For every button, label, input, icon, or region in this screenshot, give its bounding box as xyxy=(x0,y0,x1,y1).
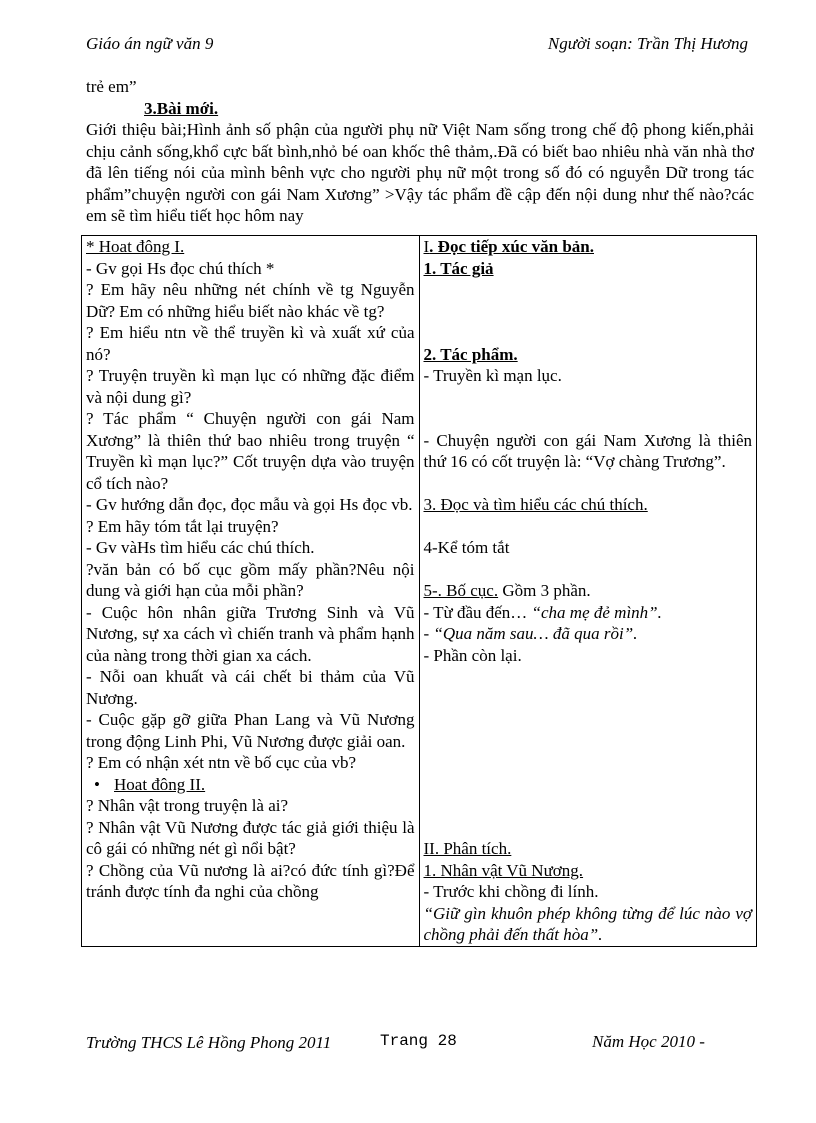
left-line: - Gv hướng dẫn đọc, đọc mẫu và gọi Hs đọc vb. xyxy=(86,495,413,514)
left-line: - Gv gọi Hs đọc chú thích * xyxy=(86,258,275,278)
footer-school: Trường THCS Lê Hồng Phong 2011 xyxy=(86,1033,332,1052)
left-line: ? Em hãy tóm tắt lại truyện? xyxy=(86,516,279,536)
intro-carry: trẻ em” xyxy=(86,77,137,96)
structure-part-1: - Từ đầu đến… “cha mẹ đẻ mình”. xyxy=(423,602,662,622)
subsection-structure: 5-. Bố cục. Gồm 3 phần. xyxy=(423,581,591,600)
intro-section xyxy=(86,76,754,227)
left-line: ? Chồng của Vũ nương là ai?có đức tính gì?Để tránh được tính đa nghi của chồng xyxy=(86,860,415,901)
right-line: - Truyền kì mạn lục. xyxy=(423,366,562,385)
structure-part-3: - Phần còn lại. xyxy=(423,645,522,665)
section-2-heading: II. Phân tích. xyxy=(423,839,512,858)
right-line: - Trước khi chồng đi lính. xyxy=(423,882,599,901)
content-column xyxy=(419,236,757,947)
subsection-summary: 4-Kể tóm tắt xyxy=(423,538,510,557)
subsection-character: 1. Nhân vật Vũ Nương. xyxy=(423,860,584,880)
section-1-heading: I. Đọc tiếp xúc văn bản. xyxy=(423,237,594,256)
left-line: - Nỗi oan khuất và cái chết bi thảm của Vũ Nương. xyxy=(86,667,415,708)
subsection-work: 2. Tác phẩm. xyxy=(423,344,518,364)
footer-page-number: Trang 28 xyxy=(380,1032,457,1050)
footer-school-year: Năm Học 2010 - xyxy=(592,1032,705,1051)
lesson-table xyxy=(81,235,757,947)
left-line: ?văn bản có bố cục gồm mấy phần?Nêu nội dung và giới hạn của mỗi phần? xyxy=(86,559,415,600)
header-right: Người soạn: Trần Thị Hương xyxy=(547,34,748,53)
quote-line: “Giữ gìn khuôn phép không từng để lúc nào vợ chồng phải đến thất hòa”. xyxy=(423,903,752,944)
activity-2-heading: • Hoat đông II. xyxy=(86,774,415,796)
lesson-heading: 3.Bài mới. xyxy=(144,98,219,118)
header-left: Giáo án ngữ văn 9 xyxy=(86,34,214,53)
left-line: - Cuộc hôn nhân giữa Trương Sinh và Vũ Nương, sự xa cách vì chiến tranh và phẩm hạnh của nàng trong thời gian xa cách. xyxy=(86,602,415,665)
left-line: ? Em hiểu ntn về thể truyền kì và xuất xứ của nó? xyxy=(86,323,415,364)
left-line: - Gv vàHs tìm hiểu các chú thích. xyxy=(86,538,315,557)
left-line: ? Em có nhận xét ntn về bố cục của vb? xyxy=(86,753,357,772)
left-line: ? Tác phẩm “ Chuyện người con gái Nam Xương” là thiên thứ bao nhiêu trong truyện “ Truyền kì mạn lục?” Cốt truyện dựa vào truyện cổ tích nào? xyxy=(86,409,415,493)
left-line: ? Nhân vật trong truyện là ai? xyxy=(86,796,289,815)
left-line: ? Nhân vật Vũ Nương được tác giả giới thiệu là cô gái có những nét gì nổi bật? xyxy=(86,817,415,858)
intro-paragraph: Giới thiệu bài;Hình ảnh số phận của người phụ nữ Việt Nam sống trong chế độ phong kiến,phải chịu cảnh sống,khổ cực bất bình,nhỏ bé oan khốc thê thảm,.Đã có biết bao nhiêu nhà văn nhà thơ đã lên tiếng nói của mình bênh vực cho người phụ nữ một trong số đó có nguyễn Dữ trong tác phẩm”chuyện người con gái Nam Xương” >Vậy tác phẩm đề cập đến nội dung như thế nào?các em sẽ tìm hiểu tiết học hôm nay xyxy=(86,120,754,225)
right-line: - Chuyện người con gái Nam Xương là thiên thứ 16 có cốt truyện là: “Vợ chàng Trương”. xyxy=(423,430,752,471)
subsection-author: 1. Tác giả xyxy=(423,258,494,278)
left-line: ? Em hãy nêu những nét chính về tg Nguyễn Dữ? Em có những hiểu biết nào khác về tg? xyxy=(86,280,415,321)
activity-1-heading: * Hoat đông I. xyxy=(86,237,185,256)
left-line: - Cuộc gặp gỡ giữa Phan Lang và Vũ Nương trong động Linh Phi, Vũ Nương được giải oan. xyxy=(86,710,415,751)
structure-part-2: - “Qua năm sau… đã qua rồi”. xyxy=(423,624,638,643)
left-line: ? Truyện truyền kì mạn lục có những đặc điểm và nội dung gì? xyxy=(86,366,415,407)
teacher-activity-column xyxy=(82,236,420,947)
subsection-notes: 3. Đọc và tìm hiểu các chú thích. xyxy=(423,495,648,514)
